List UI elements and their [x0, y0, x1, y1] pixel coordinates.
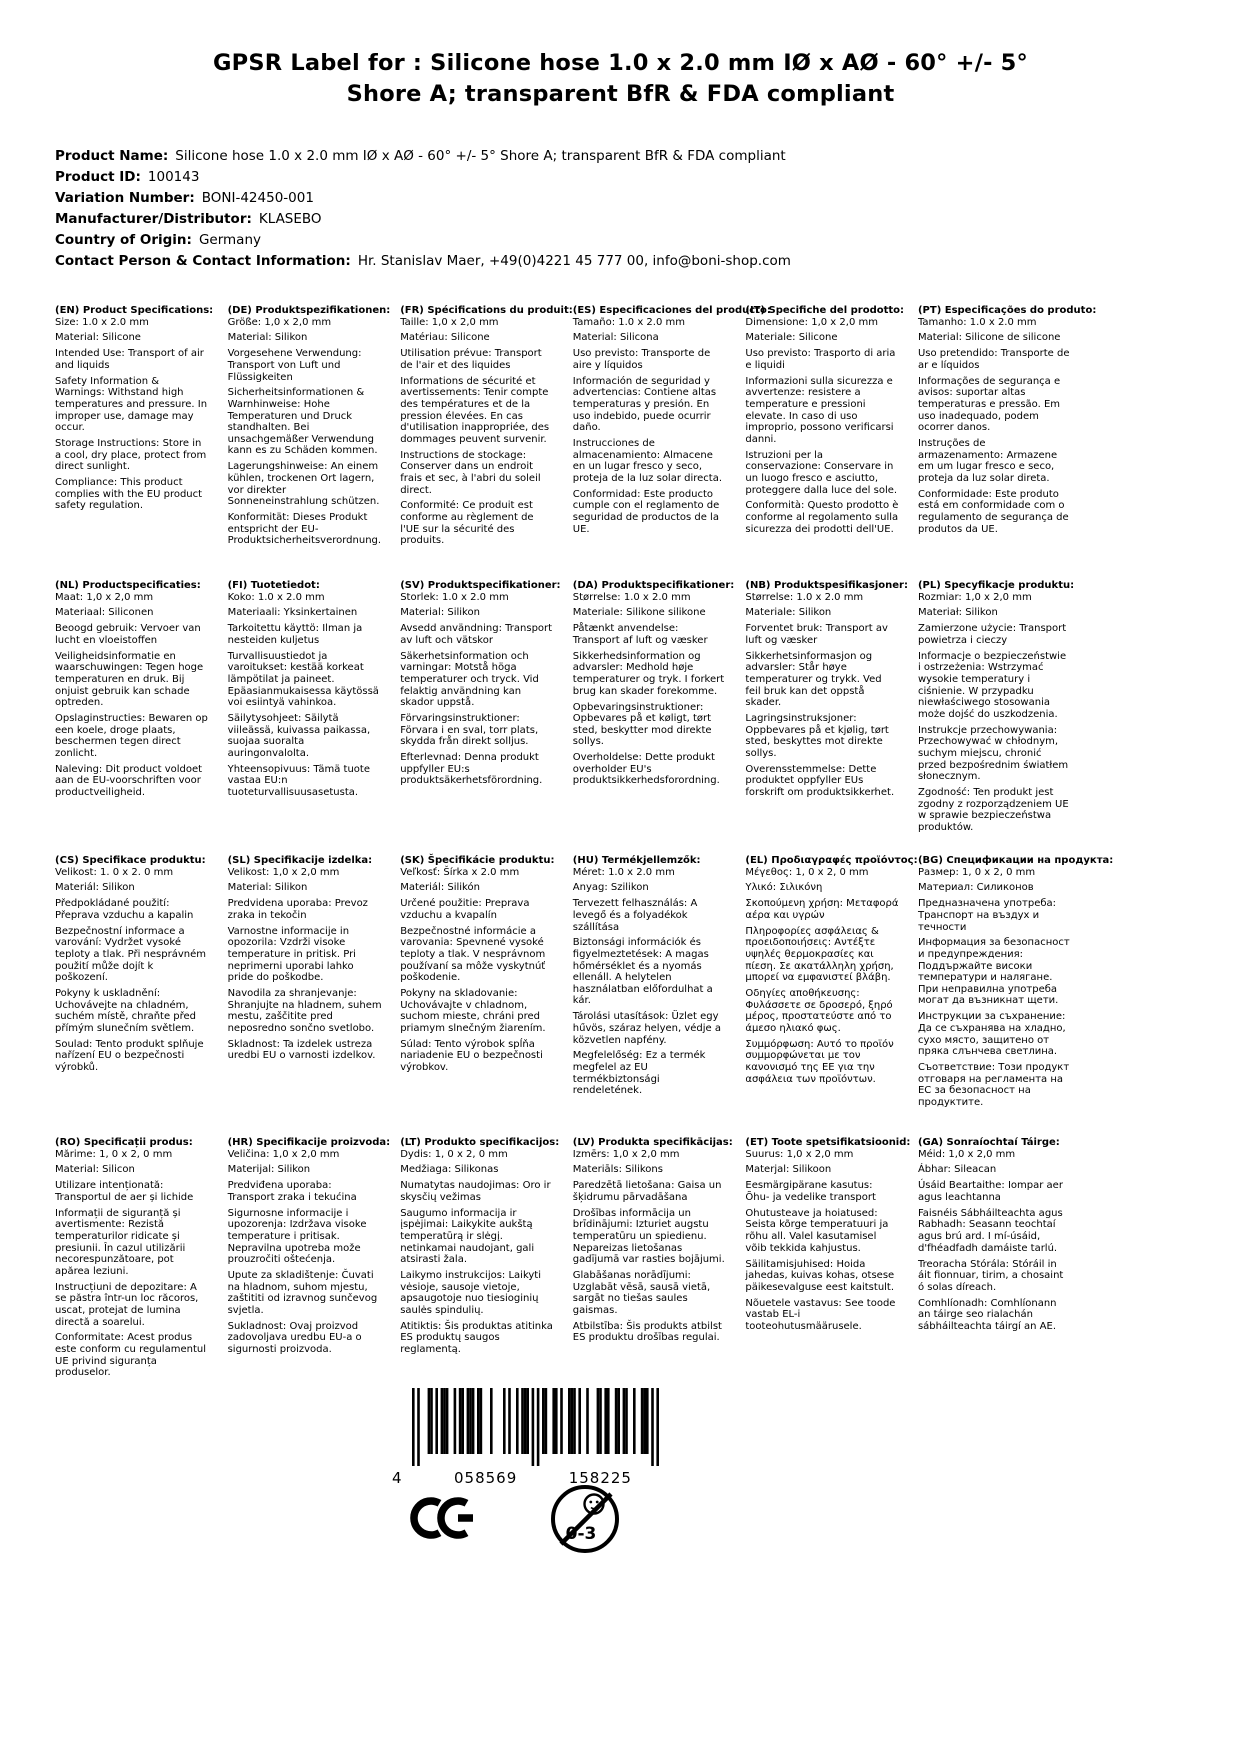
- spec-paragraph: Materiál: Silikón: [400, 882, 480, 894]
- spec-cell: [745, 305, 905, 539]
- spec-cell: [227, 1137, 391, 1360]
- spec-paragraph: Materiale: Silikone silikone: [572, 607, 706, 619]
- spec-paragraph: Uso previsto: Transporte de aire y líquidos: [572, 348, 711, 371]
- spec-paragraph: Ohutusteave ja hoiatused: Seista kõrge temperatuuri ja rõhu all. Valel kasutamisel võib tekkida kahjustus.: [745, 1207, 889, 1254]
- page-title: [0, 48, 1241, 110]
- spec-paragraph: Materiał: Silikon: [917, 607, 998, 619]
- spec-paragraph: Velikost: 1,0 x 2,0 mm: [227, 866, 340, 878]
- spec-paragraph: Säilytysohjeet: Säilytä viileässä, kuivassa paikassa, suojaa suoralta auringonvalolta.: [227, 713, 371, 759]
- spec-cell: [400, 855, 554, 1078]
- spec-heading: (SL) Specifikacije izdelka:: [227, 855, 373, 866]
- spec-heading: (LV) Produkta specifikācijas:: [572, 1137, 733, 1148]
- spec-paragraph: Информация за безопасност и предупреждения: Поддържайте високи температури и налягане. При неправилна употреба могат да възникнат щети.: [917, 937, 1070, 1007]
- info-label: Product Name:: [55, 148, 169, 164]
- spec-paragraph: Zamierzone użycie: Transport powietrza i cieczy: [917, 623, 1067, 646]
- spec-paragraph: Méid: 1,0 x 2,0 mm: [917, 1148, 1016, 1160]
- spec-paragraph: Conformitate: Acest produs este conform cu regulamentul UE privind siguranța produselor.: [55, 1332, 206, 1379]
- spec-heading: (HR) Specifikacije proizvoda:: [227, 1137, 391, 1148]
- spec-paragraph: Laikymo instrukcijos: Laikyti vėsioje, sausoje vietoje, apsaugotoje nuo tiesioginių saulės spindulių.: [400, 1270, 542, 1316]
- spec-cell: [400, 1137, 560, 1360]
- spec-paragraph: Vorgesehene Verwendung: Transport von Luft und Flüssigkeiten: [227, 348, 362, 383]
- spec-paragraph: Material: Silicone: [55, 332, 141, 344]
- spec-heading: (ET) Toote spetsifikatsioonid:: [745, 1137, 911, 1148]
- spec-paragraph: Materiál: Silikon: [55, 882, 135, 894]
- spec-paragraph: Maat: 1,0 x 2,0 mm: [55, 591, 154, 603]
- spec-paragraph: Zgodność: Ten produkt jest zgodny z rozporządzeniem UE w sprawie bezpieczeństwa produktów.: [917, 786, 1069, 833]
- spec-paragraph: Μέγεθος: 1, 0 x 2, 0 mm: [745, 866, 869, 878]
- spec-cell: [917, 305, 1097, 539]
- spec-paragraph: Material: Silicona: [572, 332, 659, 344]
- spec-paragraph: Instructions de stockage: Conserver dans un endroit frais et sec, à l'abri du soleil direct.: [400, 449, 541, 496]
- spec-cell: [917, 855, 1114, 1113]
- spec-paragraph: Инструкции за съхранение: Да се съхранява на хладно, сухо място, защитено от пряка слънчева светлина.: [917, 1011, 1066, 1058]
- spec-paragraph: Forventet bruk: Transport av luft og væsker: [745, 623, 888, 646]
- info-row: [55, 146, 791, 167]
- spec-paragraph: Materiale: Silikon: [745, 607, 832, 619]
- spec-cell: [572, 580, 735, 791]
- spec-heading: (CS) Specifikace produktu:: [55, 855, 206, 866]
- age-warning-label: 0-3: [565, 1524, 597, 1544]
- info-value: KLASEBO: [258, 211, 322, 227]
- spec-paragraph: Matériau: Silicone: [400, 332, 490, 344]
- spec-paragraph: Opslaginstructies: Bewaren op een koele, droge plaats, beschermen tegen direct zonlicht.: [55, 713, 208, 759]
- spec-paragraph: Lagringsinstruksjoner: Oppbevares på et kjølig, tørt sted, beskyttes mot direkte sollys.: [745, 713, 889, 759]
- ce-mark: [410, 1492, 476, 1548]
- spec-paragraph: Utilisation prévue: Transport de l'air et des liquides: [400, 348, 542, 371]
- barcode: [392, 1388, 672, 1487]
- spec-cell: [573, 855, 727, 1101]
- spec-paragraph: Megfelelőség: Ez a termék megfelel az EU termékbiztonsági rendeletének.: [572, 1050, 706, 1097]
- spec-paragraph: Πληροφορίες ασφάλειας & προειδοποιήσεις: Αντέξτε υψηλές θερμοκρασίες και πίεση. Σε ακατάλληλη χρήση, μπορεί να εμφανιστεί βλάβη.: [745, 925, 894, 984]
- spec-paragraph: Tarkoitettu käyttö: Ilman ja nesteiden kuljetus: [227, 623, 363, 646]
- info-row: [55, 251, 791, 272]
- spec-paragraph: Säkerhetsinformation och varningar: Motstå höga temperaturer och tryck. Vid felaktig användning kan skador uppstå.: [400, 650, 539, 709]
- spec-paragraph: Overensstemmelse: Dette produktet oppfyller EUs forskrift om produktsikkerhet.: [745, 763, 895, 798]
- spec-paragraph: Predviđena uporaba: Transport zraka i tekućina: [227, 1180, 357, 1203]
- spec-paragraph: Storlek: 1.0 x 2.0 mm: [400, 591, 509, 603]
- spec-heading: (RO) Specificații produs:: [55, 1137, 193, 1148]
- spec-paragraph: Overholdelse: Dette produkt overholder EU's produktsikkerhedsforordning.: [572, 752, 720, 787]
- spec-paragraph: Turvallisuustiedot ja varoitukset: kestää korkeat lämpötilat ja paineet. Epäasianmukaisessa käytössä voi esiintyä vahinkoa.: [227, 650, 379, 709]
- spec-paragraph: Размер: 1, 0 x 2, 0 mm: [917, 866, 1036, 878]
- spec-paragraph: Veľkosť: Šírka x 2.0 mm: [400, 866, 520, 878]
- spec-cell: [572, 1137, 733, 1348]
- spec-heading: (BG) Спецификации на продукта:: [917, 855, 1114, 866]
- spec-paragraph: Sicherheitsinformationen & Warnhinweise: Hohe Temperaturen und Druck standhalten. Bei unsachgemäßer Verwendung kann es zu Schäden kommen.: [227, 387, 378, 457]
- spec-paragraph: Compliance: This product complies with the EU product safety regulation.: [55, 477, 203, 512]
- spec-paragraph: Velikost: 1. 0 x 2. 0 mm: [55, 866, 174, 878]
- info-label: Contact Person & Contact Information:: [55, 253, 351, 269]
- spec-paragraph: Suurus: 1,0 x 2,0 mm: [745, 1148, 854, 1160]
- spec-paragraph: Koko: 1.0 x 2.0 mm: [227, 591, 325, 603]
- spec-paragraph: Izmērs: 1,0 x 2,0 mm: [572, 1148, 680, 1160]
- spec-paragraph: Súlad: Tento výrobok spĺňa nariadenie EU o bezpečnosti výrobkov.: [400, 1038, 543, 1073]
- spec-heading: (ES) Especificaciones del producto:: [572, 305, 771, 316]
- info-label: Product ID:: [55, 169, 141, 185]
- spec-paragraph: Saugumo informacija ir įspėjimai: Laikykite aukštą temperatūrą ir slėgį. netinkamai naudojant, gali atsirasti žala.: [400, 1207, 535, 1266]
- spec-paragraph: Méret: 1.0 x 2.0 mm: [572, 866, 675, 878]
- spec-paragraph: Material: Silicone de silicone: [917, 332, 1061, 344]
- spec-paragraph: Tamanho: 1.0 x 2.0 mm: [917, 316, 1037, 328]
- spec-paragraph: Storage Instructions: Store in a cool, dry place, protect from direct sunlight.: [55, 438, 207, 473]
- spec-paragraph: Bezpečnostní informace a varování: Vydržet vysoké teploty a tlak. Při nesprávném použití může dojít k poškození.: [55, 925, 206, 984]
- spec-heading: (SV) Produktspecifikationer:: [400, 580, 561, 591]
- spec-paragraph: Instruções de armazenamento: Armazene em um lugar fresco e seco, proteja da luz solar direta.: [917, 438, 1058, 484]
- spec-cell: [917, 580, 1075, 838]
- spec-paragraph: Materijal: Silikon: [227, 1164, 311, 1176]
- spec-paragraph: Conformidad: Este producto cumple con el reglamento de seguridad de productos de la UE.: [572, 488, 720, 535]
- spec-paragraph: Naleving: Dit product voldoet aan de EU-voorschriften voor productveiligheid.: [55, 763, 203, 798]
- spec-paragraph: Materiaali: Yksinkertainen: [227, 607, 358, 619]
- info-label: Variation Number:: [55, 190, 195, 206]
- spec-paragraph: Material: Silikon: [227, 332, 308, 344]
- barcode-bars-icon: [412, 1388, 660, 1466]
- spec-paragraph: Úsáid Beartaithe: Iompar aer agus leachtanna: [917, 1180, 1063, 1203]
- spec-paragraph: Istruzioni per la conservazione: Conservare in un luogo fresco e asciutto, proteggere dalla luce del sole.: [745, 449, 898, 496]
- age-warning: [548, 1482, 622, 1560]
- info-row: [55, 188, 791, 209]
- spec-cell: [745, 1137, 911, 1337]
- info-value: Hr. Stanislav Maer, +49(0)4221 45 777 00, info@boni-shop.com: [357, 253, 791, 269]
- spec-cell: [227, 305, 391, 551]
- spec-paragraph: Instrukcje przechowywania: Przechowywać w chłodnym, suchym miejscu, chronić przed bezpośrednim światłem słonecznym.: [917, 724, 1069, 783]
- spec-paragraph: Informacje o bezpieczeństwie i ostrzeżenia: Wstrzymać wysokie temperatury i ciśnienie. W przypadku niewłaściwego stosowania może dojść do uszkodzenia.: [917, 650, 1067, 720]
- spec-paragraph: Säilitamisjuhised: Hoida jahedas, kuivas kohas, otsese päikesevalguse eest kaitstult.: [745, 1258, 895, 1293]
- spec-cell: [55, 1137, 209, 1383]
- spec-paragraph: Συμμόρφωση: Αυτό το προϊόν συμμορφώνεται με τον κανονισμό της ΕΕ για την ασφάλεια των προϊόντων.: [745, 1038, 894, 1085]
- spec-paragraph: Efterlevnad: Denna produkt uppfyller EU:s produktsäkerhetsförordning.: [400, 752, 543, 787]
- spec-paragraph: Materiāls: Silikons: [572, 1164, 663, 1176]
- spec-paragraph: Paredzētā lietošana: Gaisa un šķidrumu pārvadāšana: [572, 1180, 722, 1203]
- spec-paragraph: Материал: Силиконов: [917, 882, 1034, 894]
- info-value: Germany: [198, 232, 261, 248]
- spec-paragraph: Material: Silikon: [227, 882, 308, 894]
- spec-heading: (IT) Specifiche del prodotto:: [745, 305, 905, 316]
- spec-paragraph: Conformité: Ce produit est conforme au règlement de l'UE sur la sécurité des produits.: [400, 500, 534, 547]
- spec-heading: (LT) Produkto specifikacijos:: [400, 1137, 560, 1148]
- spec-heading: (NB) Produktspesifikasjoner:: [745, 580, 908, 591]
- spec-paragraph: Tamaño: 1.0 x 2.0 mm: [572, 316, 685, 328]
- barcode-left-group: 058569: [454, 1469, 518, 1487]
- spec-heading: (NL) Productspecificaties:: [55, 580, 201, 591]
- spec-cell: [228, 580, 382, 803]
- spec-paragraph: Uso previsto: Trasporto di aria e liquidi: [745, 348, 896, 371]
- spec-heading: (FI) Tuotetiedot:: [227, 580, 320, 591]
- spec-paragraph: Utilizare intenționată: Transportul de aer și lichide: [55, 1180, 194, 1203]
- spec-paragraph: Veličina: 1,0 x 2,0 mm: [227, 1148, 340, 1160]
- spec-paragraph: Größe: 1,0 x 2,0 mm: [227, 316, 332, 328]
- spec-paragraph: Eesmärgipärane kasutus: Õhu- ja vedelike transport: [745, 1180, 876, 1203]
- spec-paragraph: Comhlíonadh: Comhlíonann an táirge seo rialachán sábháilteachta táirgí an AE.: [917, 1297, 1057, 1332]
- spec-paragraph: Съответствие: Този продукт отговаря на регламента на ЕС за безопасност на продуктите.: [917, 1061, 1070, 1108]
- barcode-lead-digit: 4: [392, 1469, 403, 1487]
- info-value: Silicone hose 1.0 x 2.0 mm IØ x AØ - 60° +/- 5° Shore A; transparent BfR & FDA compliant: [175, 148, 786, 164]
- spec-paragraph: Informations de sécurité et avertissements: Tenir compte des températures et de la pression élevées. En cas d'utilisation inappropriée, des dommages peuvent survenir.: [400, 375, 550, 445]
- spec-paragraph: Faisnéis Sábháilteachta agus Rabhadh: Seasann teochtaí agus brú ard. I mí-úsáid, d'fhéadfadh damáiste tarlú.: [917, 1207, 1063, 1254]
- spec-paragraph: Bezpečnostné informácie a varovania: Spevnené vysoké teploty a tlak. V nesprávnom používaní sa môže vyskytnúť poškodenie.: [400, 925, 546, 984]
- spec-paragraph: Påtænkt anvendelse: Transport af luft og væsker: [572, 623, 708, 646]
- spec-paragraph: Intended Use: Transport of air and liquids: [55, 348, 204, 371]
- spec-paragraph: Anyag: Szilikon: [572, 882, 649, 894]
- spec-paragraph: Størrelse: 1.0 x 2.0 mm: [745, 591, 864, 603]
- spec-paragraph: Materiale: Silicone: [745, 332, 838, 344]
- spec-heading: (EL) Προδιαγραφές προϊόντος:: [745, 855, 918, 866]
- spec-paragraph: Tervezett felhasználás: A levegő és a folyadékok szállítása: [572, 898, 698, 933]
- spec-cell: [55, 855, 209, 1078]
- spec-paragraph: Conformidade: Este produto está em conformidade com o regulamento de segurança de produtos da UE.: [917, 488, 1069, 535]
- info-row: [55, 209, 791, 230]
- spec-paragraph: Οδηγίες αποθήκευσης: Φυλάσσετε σε δροσερό, ξηρό μέρος, προστατεύστε από το άμεσο ηλιακό φως.: [745, 988, 893, 1034]
- spec-paragraph: Soulad: Tento produkt splňuje nařízení EU o bezpečnosti výrobků.: [55, 1038, 204, 1073]
- spec-heading: (FR) Spécifications du produit:: [400, 305, 573, 316]
- spec-cell: [400, 305, 573, 551]
- spec-paragraph: Instrucciones de almacenamiento: Almacene en un lugar fresco y seco, proteja de la luz solar directa.: [572, 438, 723, 484]
- spec-paragraph: Σκοπούμενη χρήση: Μεταφορά αέρα και υγρών: [745, 898, 899, 921]
- spec-paragraph: Skladnost: Ta izdelek ustreza uredbi EU o varnosti izdelkov.: [227, 1038, 376, 1062]
- spec-paragraph: Avsedd användning: Transport av luft och vätskor: [400, 623, 553, 646]
- spec-paragraph: Informações de segurança e avisos: suportar altas temperaturas e pressão. Em uso inadequado, podem ocorrer danos.: [917, 375, 1061, 434]
- spec-paragraph: Drošības informācija un brīdinājumi: Izturiet augstu temperatūru un spiedienu. Nepareizas lietošanas gadījumā var rasties bojājumi.: [572, 1207, 725, 1266]
- info-label: Manufacturer/Distributor:: [55, 211, 252, 227]
- spec-cell: [572, 305, 771, 539]
- spec-heading: (EN) Product Specifications:: [55, 305, 214, 316]
- spec-paragraph: Předpokládané použití: Přeprava vzduchu a kapalin: [55, 898, 194, 921]
- spec-paragraph: Materjal: Silikoon: [745, 1164, 832, 1176]
- ce-mark-icon: [410, 1492, 476, 1544]
- info-value: 100143: [147, 169, 200, 185]
- page-title-line1: GPSR Label for : Silicone hose 1.0 x 2.0 mm IØ x AØ - 60° +/- 5°: [213, 50, 1028, 76]
- spec-paragraph: Sikkerhedsinformation og advarsler: Medhold høje temperaturer og tryk. I forkert brug kan skader forekomme.: [572, 650, 725, 697]
- spec-paragraph: Предназначена употреба: Транспорт на въздух и течности: [917, 898, 1057, 933]
- spec-paragraph: Predvidena uporaba: Prevoz zraka in tekočin: [227, 898, 368, 921]
- info-row: [55, 230, 791, 251]
- spec-paragraph: Material: Silikon: [400, 607, 480, 619]
- spec-paragraph: Instrucțiuni de depozitare: A se păstra într-un loc răcoros, uscat, protejat de lumina directă a soarelui.: [55, 1281, 199, 1328]
- spec-paragraph: Taille: 1,0 x 2,0 mm: [400, 316, 499, 328]
- spec-paragraph: Opbevaringsinstruktioner: Opbevares på et køligt, tørt sted, beskytter mod direkte sollys.: [572, 701, 712, 748]
- spec-paragraph: Sukladnost: Ovaj proizvod zadovoljava uredbu EU-a o sigurnosti proizvoda.: [227, 1320, 362, 1355]
- spec-heading: (DE) Produktspezifikationen:: [227, 305, 391, 316]
- spec-paragraph: Veiligheidsinformatie en waarschuwingen: Tegen hoge temperaturen en druk. Bij onjuist gebruik kan schade optreden.: [55, 650, 204, 709]
- spec-paragraph: Uso pretendido: Transporte de ar e líquidos: [917, 348, 1070, 371]
- spec-paragraph: Dydis: 1, 0 x 2, 0 mm: [400, 1148, 508, 1160]
- age-warning-icon: [548, 1482, 622, 1556]
- spec-heading: (SK) Špecifikácie produktu:: [400, 855, 555, 866]
- spec-paragraph: Biztonsági információk és figyelmeztetések: A magas hőmérséklet és a nyomás ellenáll. A helytelen használatban előfordulhat a kár.: [572, 937, 713, 1007]
- spec-cell: [745, 855, 918, 1089]
- spec-paragraph: Beoogd gebruik: Vervoer van lucht en vloeistoffen: [55, 623, 201, 646]
- spec-paragraph: Sikkerhetsinformasjon og advarsler: Står høye temperaturer og trykk. Ved feil bruk kan det oppstå skader.: [745, 650, 882, 709]
- spec-paragraph: Safety Information & Warnings: Withstand high temperatures and pressure. In improper use, damage may occur.: [55, 375, 208, 434]
- spec-paragraph: Dimensione: 1,0 x 2,0 mm: [745, 316, 878, 328]
- spec-heading: (PT) Especificações do produto:: [917, 305, 1097, 316]
- info-row: [55, 167, 791, 188]
- spec-cell: [400, 580, 561, 791]
- spec-paragraph: Størrelse: 1.0 x 2.0 mm: [572, 591, 691, 603]
- spec-paragraph: Glabāšanas norādījumi: Uzglabāt vēsā, sausā vietā, sargāt no tiešas saules gaismas.: [572, 1270, 711, 1316]
- spec-paragraph: Informații de siguranță și avertismente: Rezistă temperaturilor ridicate și presiunii. În cazul utilizării necorespunzătoare, pot apărea leziuni.: [55, 1207, 186, 1277]
- spec-paragraph: Size: 1.0 x 2.0 mm: [55, 316, 149, 328]
- spec-paragraph: Atbilstība: Šis produkts atbilst ES produktu drošības regulai.: [572, 1320, 722, 1344]
- spec-paragraph: Ábhar: Sileacan: [917, 1164, 997, 1176]
- spec-paragraph: Treoracha Stórála: Stóráil in áit fionnuar, tirim, a chosaint ó solas díreach.: [917, 1258, 1064, 1293]
- info-label: Country of Origin:: [55, 232, 192, 248]
- spec-paragraph: Materiaal: Siliconen: [55, 607, 154, 619]
- spec-paragraph: Konformität: Dieses Produkt entspricht der EU-Produktsicherheitsverordnung.: [227, 511, 382, 547]
- spec-paragraph: Pokyny na skladovanie: Uchovávajte v chladnom, suchom mieste, chráni pred priamym slnečným žiarením.: [400, 988, 546, 1034]
- spec-paragraph: Určené použitie: Preprava vzduchu a kvapalín: [400, 898, 530, 921]
- spec-paragraph: Lagerungshinweise: An einem kühlen, trockenen Ort lagern, vor direkter Sonneneinstrahlung schützen.: [227, 461, 380, 508]
- spec-grid: [55, 305, 1195, 1383]
- spec-paragraph: Informazioni sulla sicurezza e avvertenze: resistere a temperature e pressioni elevate. In caso di uso improprio, possono verificarsi danni.: [745, 375, 894, 445]
- spec-paragraph: Pokyny k uskladnění: Uchovávejte na chladném, suchém místě, chraňte před přímým slunečním světlem.: [55, 988, 197, 1034]
- spec-paragraph: Varnostne informacije in opozorila: Vzdrži visoke temperature in pritisk. Pri neprimerni uporabi lahko pride do poškodbe.: [227, 925, 356, 984]
- spec-cell: [55, 580, 209, 803]
- spec-heading: (GA) Sonraíochtaí Táirge:: [917, 1137, 1060, 1148]
- spec-paragraph: Nõuetele vastavus: See toode vastab EL-i tooteohutusmäärusele.: [745, 1297, 896, 1332]
- spec-paragraph: Tárolási utasítások: Üzlet egy hűvös, száraz helyen, védje a közvetlen napfény.: [572, 1011, 722, 1046]
- spec-cell: [55, 305, 214, 516]
- spec-paragraph: Información de seguridad y advertencias: Contiene altas temperaturas y presión. En uso indebido, puede ocurrir daño.: [572, 375, 717, 434]
- barcode-right-group: 158225: [568, 1469, 632, 1487]
- spec-paragraph: Numatytas naudojimas: Oro ir skysčių vežimas: [400, 1180, 551, 1203]
- spec-paragraph: Atitiktis: Šis produktas atitinka ES produktų saugos reglamentą.: [400, 1320, 553, 1355]
- spec-paragraph: Medžiaga: Silikonas: [400, 1164, 499, 1176]
- spec-heading: (HU) Termékjellemzők:: [572, 855, 701, 866]
- spec-paragraph: Conformità: Questo prodotto è conforme al regolamento sulla sicurezza dei prodotti dell'UE.: [745, 500, 899, 535]
- spec-heading: (DA) Produktspecifikationer:: [572, 580, 735, 591]
- spec-paragraph: Rozmiar: 1,0 x 2,0 mm: [917, 591, 1032, 603]
- page-title-line2: Shore A; transparent BfR & FDA compliant: [346, 81, 895, 107]
- spec-cell: [228, 855, 382, 1066]
- spec-cell: [745, 580, 908, 803]
- spec-paragraph: Mărime: 1, 0 x 2, 0 mm: [55, 1148, 173, 1160]
- spec-cell: [918, 1137, 1072, 1337]
- spec-paragraph: Förvaringsinstruktioner: Förvara i en sval, torr plats, skydda från direkt solljus.: [400, 713, 539, 748]
- product-info: [55, 146, 791, 272]
- spec-paragraph: Υλικό: Σιλικόνη: [745, 882, 823, 894]
- spec-paragraph: Navodila za shranjevanje: Shranjujte na hladnem, suhem mestu, zaščitite pred neposredno sončno svetlobo.: [227, 988, 382, 1034]
- spec-paragraph: Upute za skladištenje: Čuvati na hladnom, suhom mjestu, zaštititi od izravnog sunčevog svjetla.: [227, 1270, 378, 1316]
- spec-paragraph: Material: Silicon: [55, 1164, 135, 1176]
- spec-paragraph: Yhteensopivuus: Tämä tuote vastaa EU:n tuoteturvallisuusasetusta.: [227, 763, 370, 798]
- info-value: BONI-42450-001: [201, 190, 314, 206]
- spec-heading: (PL) Specyfikacje produktu:: [917, 580, 1075, 591]
- spec-paragraph: Sigurnosne informacije i upozorenja: Izdržava visoke temperature i pritisak. Nepravilna upotreba može prouzročiti oštećenja.: [227, 1207, 367, 1266]
